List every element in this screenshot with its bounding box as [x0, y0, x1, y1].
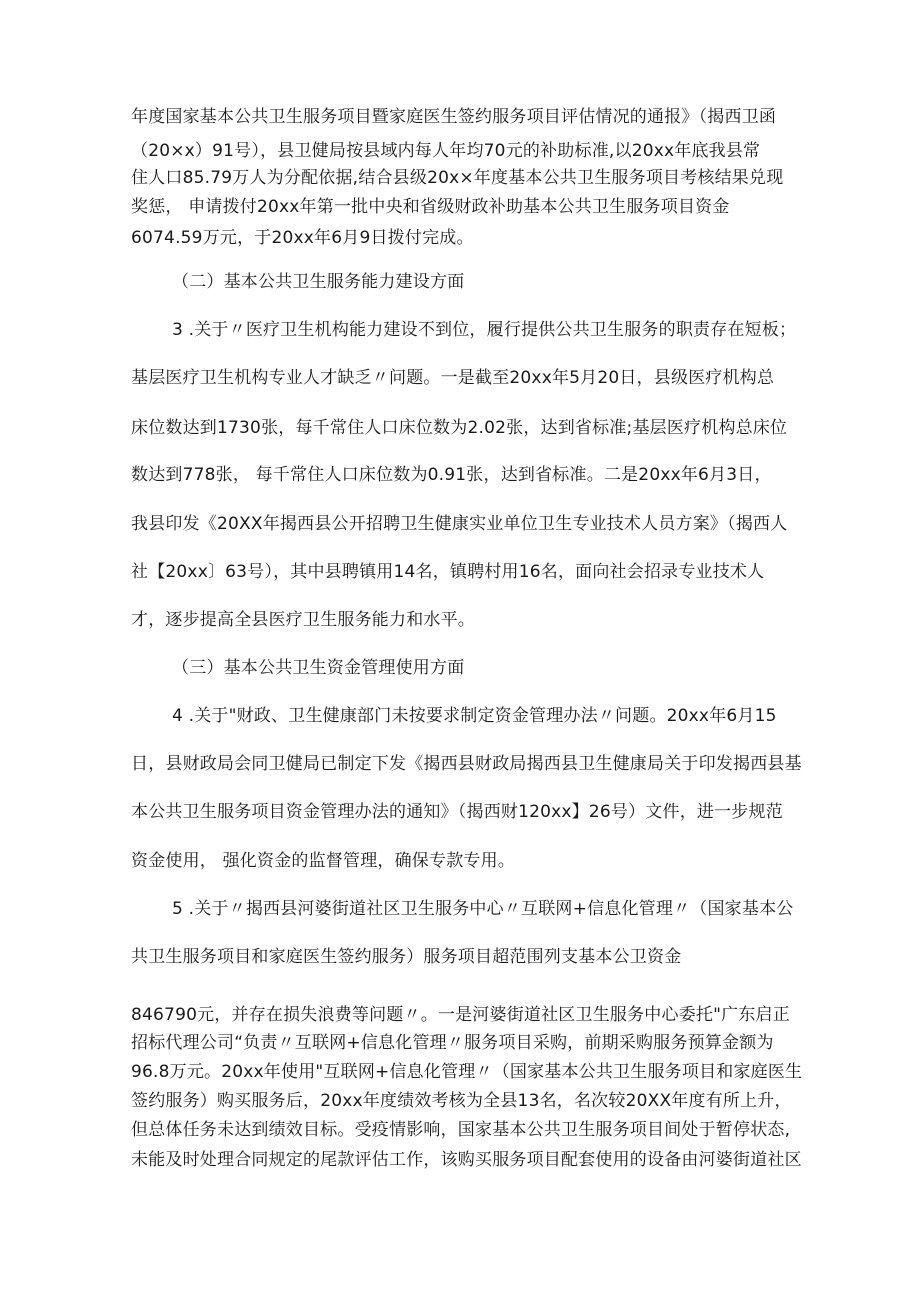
paragraph-line: 资金使用， 强化资金的监督管理，确保专款专用。: [131, 851, 516, 871]
paragraph-line: 住人口85.79万人为分配依据,结合县级20x×年度基本公共卫生服务项目考核结果兑现: [131, 168, 784, 188]
paragraph-line: 签约服务）购买服务后，20xx年度绩效考核为全县13名，名次较20XX年度有所上升，: [131, 1091, 792, 1111]
paragraph-line: 共卫生服务项目和家庭医生签约服务）服务项目超范围列支基本公卫资金: [131, 947, 682, 967]
section-heading: （二）基本公共卫生服务能力建设方面: [172, 272, 465, 292]
paragraph-line: 数达到778张， 每千常住人口床位数为0.91张，达到省标准。二是20xx年6月3日，: [131, 465, 772, 485]
paragraph-line: 才，逐步提高全县医疗卫生服务能力和水平。: [131, 610, 475, 630]
paragraph-line: 未能及时处理合同规定的尾款评估工作，该购买服务项目配套使用的设备由河婆街道社区: [131, 1150, 802, 1170]
paragraph-line: 基层医疗卫生机构专业人才缺乏〃问题。一是截至20xx年5月20日，县级医疗机构总: [131, 368, 775, 388]
paragraph-line: 3 .关于〃医疗卫生机构能力建设不到位，履行提供公共卫生服务的职责存在短板；: [172, 320, 797, 340]
paragraph-line: 社【20xx〕63号），其中县聘镇用14名，镇聘村用16名，面向社会招录专业技术人: [131, 562, 765, 582]
paragraph-line: 招标代理公司“负责〃互联网+信息化管理〃服务项目采购，前期采购服务预算金额为: [131, 1033, 774, 1053]
paragraph-line: 奖惩， 申请拨付20xx年第一批中央和省级财政补助基本公共卫生服务项目资金: [131, 197, 730, 217]
paragraph-line: 96.8万元。20xx年使用"互联网+信息化管理〃（国家基本公共卫生服务项目和家庭医生: [131, 1062, 803, 1082]
paragraph-line: （20×x）91号），县卫健局按县域内每人年均70元的补助标准,以20xx年底我县常: [131, 141, 761, 161]
paragraph-line: 4 .关于"财政、卫生健康部门未按要求制定资金管理办法〃问题。20xx年6月15: [172, 706, 777, 726]
paragraph-line: 年度国家基本公共卫生服务项目暨家庭医生签约服务项目评估情况的通报》（揭西卫函: [131, 107, 777, 127]
paragraph-line: 846790元，并存在损失浪费等问题〃。一是河婆街道社区卫生服务中心委托"广东启正: [131, 1005, 790, 1025]
paragraph-line: 但总体任务未达到绩效目标。受疫情影响，国家基本公共卫生服务项目间处于暂停状态,: [131, 1120, 791, 1140]
paragraph-line: 本公共卫生服务项目资金管理办法的通知》（揭西财120xx】26号）文件，进一步规范: [131, 802, 783, 822]
paragraph-line: 6074.59万元，于20xx年6月9日拨付完成。: [131, 228, 474, 248]
paragraph-line: 我县印发《20XX年揭西县公开招聘卫生健康实业单位卫生专业技术人员方案》（揭西人: [131, 514, 788, 534]
paragraph-line: 5 .关于〃揭西县河婆街道社区卫生服务中心〃互联网+信息化管理〃（国家基本公: [172, 899, 794, 919]
paragraph-line: 日，县财政局会同卫健局已制定下发《揭西县财政局揭西县卫生健康局关于印发揭西县基: [131, 754, 802, 774]
paragraph-line: 床位数达到1730张，每千常住人口床位数为2.02张，达到省标准;基层医疗机构总床位: [131, 418, 788, 438]
section-heading: （三）基本公共卫生资金管理使用方面: [172, 658, 465, 678]
